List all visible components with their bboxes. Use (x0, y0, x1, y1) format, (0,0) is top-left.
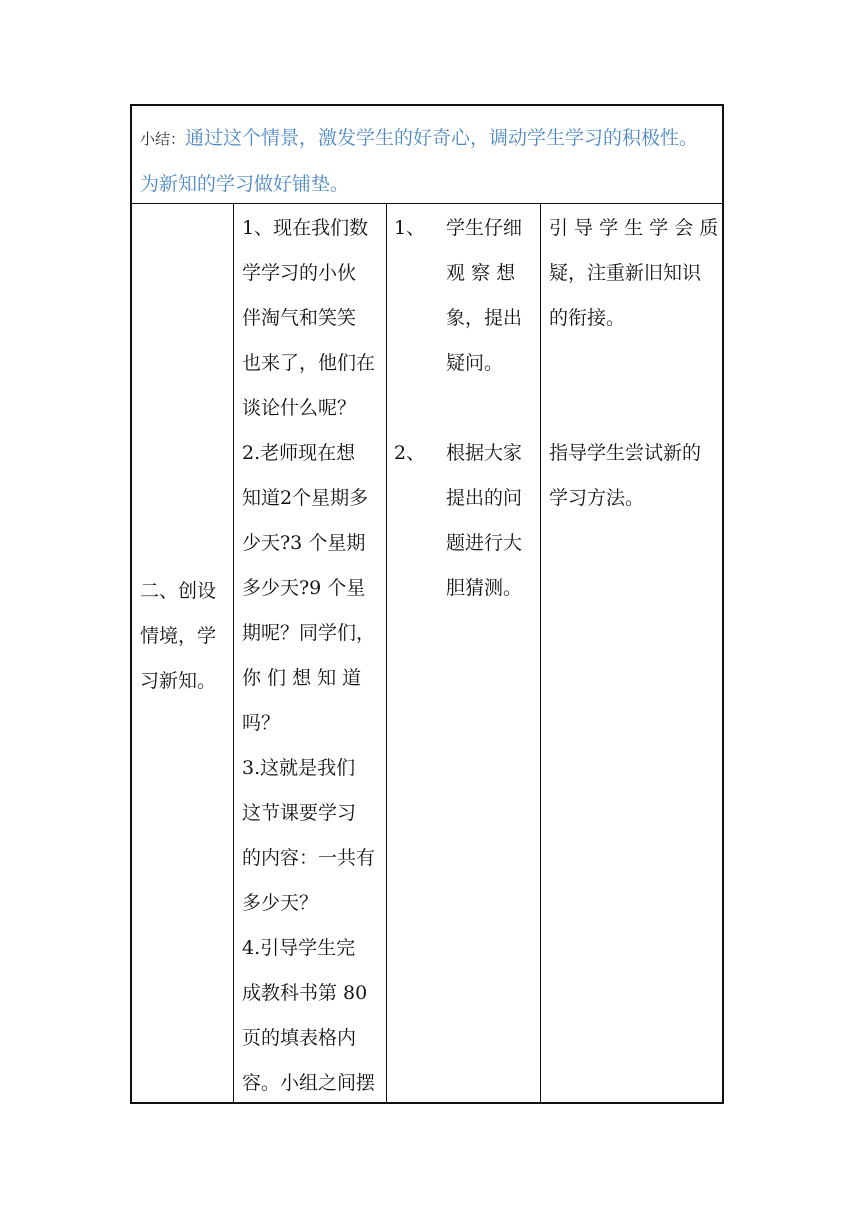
summary-line-2: 为新知的学习做好铺垫。 (140, 173, 350, 195)
summary-row (132, 106, 722, 204)
teacher-line: 2.老师现在想 (242, 442, 356, 464)
lesson-table (130, 104, 724, 1104)
teacher-line: 成教科书第 80 (242, 982, 368, 1004)
intent-line: 指导学生尝试新的 (549, 442, 702, 464)
student-line: 疑问。 (446, 352, 504, 374)
design-intent-cell (540, 204, 724, 1102)
summary-text (140, 116, 720, 207)
teacher-line: 的内容：一共有 (242, 847, 376, 869)
teacher-line: 3.这就是我们 (242, 757, 356, 779)
stage-line: 习新知。 (140, 670, 217, 692)
teacher-line: 学学习的小伙 (242, 262, 357, 284)
intent-line: 的衔接。 (549, 307, 626, 329)
teacher-line: 页的填表格内 (242, 1027, 357, 1049)
summary-line-1: 通过这个情景，激发学生的好奇心，调动学生学习的积极性。 (185, 127, 699, 149)
teacher-line: 容。小组之间摆 (242, 1072, 376, 1094)
stage-line: 情境，学 (140, 625, 217, 647)
teacher-line: 1、现在我们数 (242, 217, 369, 239)
teacher-line: 也来了，他们在 (242, 352, 376, 374)
student-line: 题进行大 (446, 532, 523, 554)
teacher-line: 多少天？ (242, 892, 319, 914)
teacher-line: 少天?3 个星期 (242, 532, 366, 554)
student-line: 观 察 想 (446, 262, 516, 284)
intent-line: 引 导 学 生 学 会 质 (549, 217, 719, 239)
student-line: 提出的问 (446, 487, 523, 509)
intent-line: 疑，注重新旧知识 (549, 262, 702, 284)
teacher-line: 伴淘气和笑笑 (242, 307, 357, 329)
teacher-line: 知道2个星期多 (242, 487, 369, 509)
student-item-number: 1、 (394, 217, 426, 239)
student-item-number: 2、 (394, 442, 426, 464)
student-line: 根据大家 (446, 442, 523, 464)
teacher-line: 吗？ (242, 712, 281, 734)
teacher-line: 这节课要学习 (242, 802, 357, 824)
teacher-line: 多少天?9 个星 (242, 577, 366, 599)
teacher-line: 期呢？同学们， (242, 622, 376, 644)
teacher-activity-cell (233, 204, 386, 1102)
student-line: 学生仔细 (446, 217, 523, 239)
teacher-line: 4.引导学生完 (242, 937, 356, 959)
stage-line: 二、创设 (140, 580, 217, 602)
student-line: 胆猜测。 (446, 577, 523, 599)
teacher-line: 你 们 想 知 道 (242, 667, 362, 689)
student-line: 象，提出 (446, 307, 523, 329)
summary-label: 小结： (140, 130, 186, 148)
intent-line: 学习方法。 (549, 487, 645, 509)
student-activity-cell (386, 204, 540, 1102)
stage-cell (132, 204, 233, 1102)
teacher-line: 谈论什么呢？ (242, 397, 357, 419)
